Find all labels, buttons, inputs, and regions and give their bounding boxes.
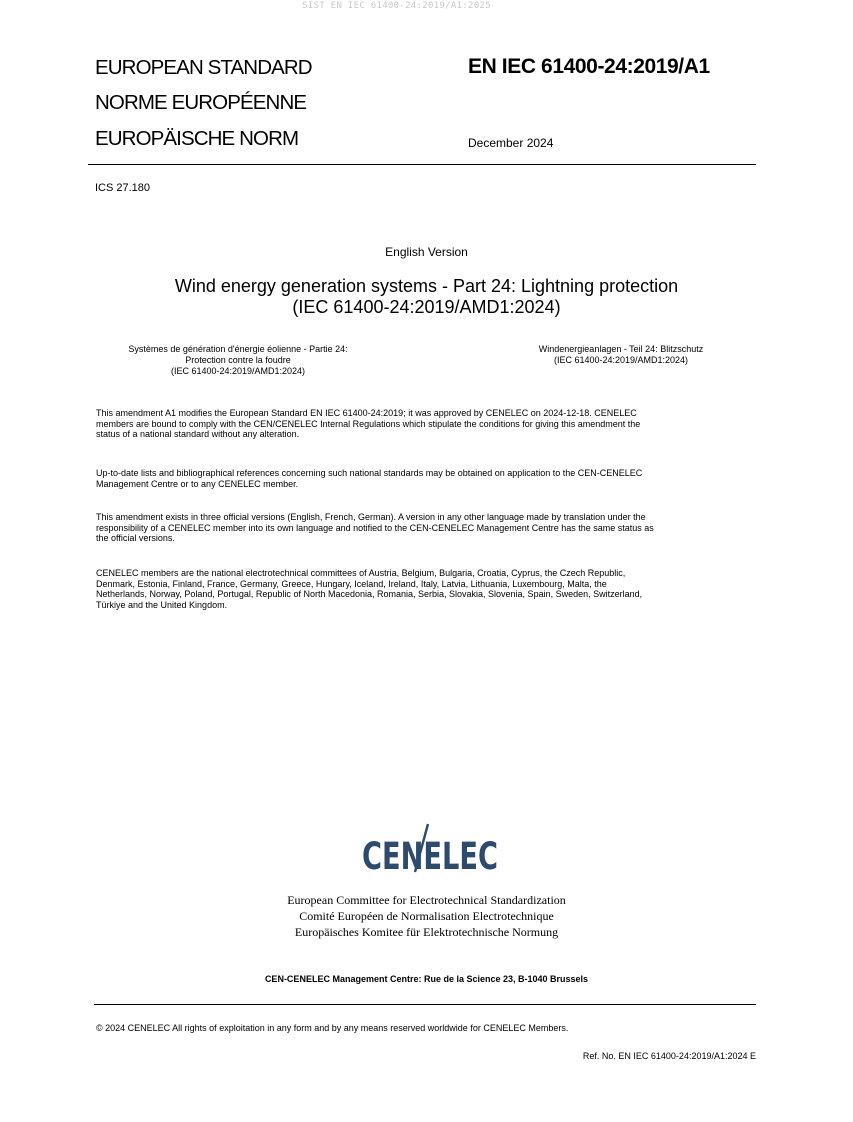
- french-title-line: Protection contre la foudre: [185, 355, 291, 365]
- cenelec-logo-text: CENELEC: [362, 835, 498, 878]
- ics-code: ICS 27.180: [95, 182, 151, 194]
- publication-date: December 2024: [468, 136, 554, 150]
- paragraph-line: responsibility of a CENELEC member into its own language and notified to the CEN-CENELEC Management Centre has the same status as: [96, 522, 654, 533]
- paragraph-line: Netherlands, Norway, Poland, Portugal, Republic of North Macedonia, Romania, Serbia, Slovakia, Slovenia, Spain, Sweden, Switzerland,: [96, 589, 643, 600]
- paragraph-line: CENELEC members are the national electrotechnical committees of Austria, Belgium, Bulgaria, Croatia, Cyprus, the Czech Republic,: [96, 568, 626, 578]
- paragraph-versions: [96, 512, 760, 544]
- document-title: [0, 276, 853, 318]
- watermark: SIST EN IEC 61400-24:2019/A1:2025: [302, 1, 491, 11]
- paragraph-line: This amendment A1 modifies the European Standard EN IEC 61400-24:2019; it was approved by CENELEC on 2024-12-18. CENELEC: [96, 408, 637, 418]
- committee-name-de: Europäisches Komitee für Elektrotechnische Normung: [294, 925, 559, 939]
- paragraph-members: [96, 568, 760, 610]
- reference-number: Ref. No. EN IEC 61400-24:2019/A1:2024 E: [582, 1051, 756, 1061]
- copyright-notice: © 2024 CENELEC All rights of exploitation in any form and by any means reserved worldwide for CENELEC Members.: [96, 1023, 569, 1033]
- paragraph-line: This amendment exists in three official versions (English, French, German). A version in any other language made by translation under the: [96, 512, 646, 522]
- title-line-1: Wind energy generation systems - Part 24: Lightning protection: [174, 276, 679, 296]
- management-centre-address: CEN-CENELEC Management Centre: Rue de la Science 23, B-1040 Brussels: [264, 974, 589, 984]
- paragraph-line: Management Centre or to any CENELEC member.: [96, 478, 299, 489]
- committee-name-fr: Comité Européen de Normalisation Electrotechnique: [299, 909, 554, 923]
- paragraph-line: Up-to-date lists and bibliographical references concerning such national standards may be obtained on application to the CEN-CENELEC: [96, 468, 643, 478]
- paragraph-line: the official versions.: [96, 533, 175, 544]
- title-line-2: (IEC 61400-24:2019/AMD1:2024): [292, 297, 561, 317]
- german-title: [480, 344, 762, 366]
- cenelec-logo: [354, 824, 506, 878]
- paragraph-references: [96, 468, 760, 489]
- paragraph-line: members are bound to comply with the CEN/CENELEC Internal Regulations which stipulate the conditions for giving this amendment the: [96, 418, 641, 429]
- standard-name-de: EUROPÄISCHE NORM: [95, 127, 299, 150]
- french-title: [96, 344, 380, 377]
- paragraph-line: Denmark, Estonia, Finland, France, Germany, Greece, Hungary, Iceland, Ireland, Italy, Latvia, Lithuania, Luxembourg, Malta, the: [96, 578, 607, 589]
- standard-id: EN IEC 61400-24:2019/A1: [468, 55, 710, 78]
- german-title-line: (IEC 61400-24:2019/AMD1:2024): [553, 355, 689, 365]
- committee-names: [0, 892, 853, 940]
- standard-name-fr: NORME EUROPÉENNE: [95, 91, 307, 114]
- footer-divider: [94, 1004, 756, 1005]
- paragraph-line: Türkiye and the United Kingdom.: [96, 599, 228, 610]
- german-title-line: Windenergieanlagen - Teil 24: Blitzschutz: [538, 344, 704, 354]
- header-divider: [88, 164, 756, 165]
- standard-name-en: EUROPEAN STANDARD: [95, 56, 312, 79]
- french-title-line: Systèmes de génération d'énergie éolienne - Partie 24:: [128, 344, 348, 354]
- language-version: English Version: [385, 245, 468, 259]
- french-title-line: (IEC 61400-24:2019/AMD1:2024): [170, 366, 306, 376]
- paragraph-approval: [96, 408, 760, 440]
- committee-name-en: European Committee for Electrotechnical Standardization: [287, 893, 566, 907]
- paragraph-line: status of a national standard without any alteration.: [96, 429, 300, 440]
